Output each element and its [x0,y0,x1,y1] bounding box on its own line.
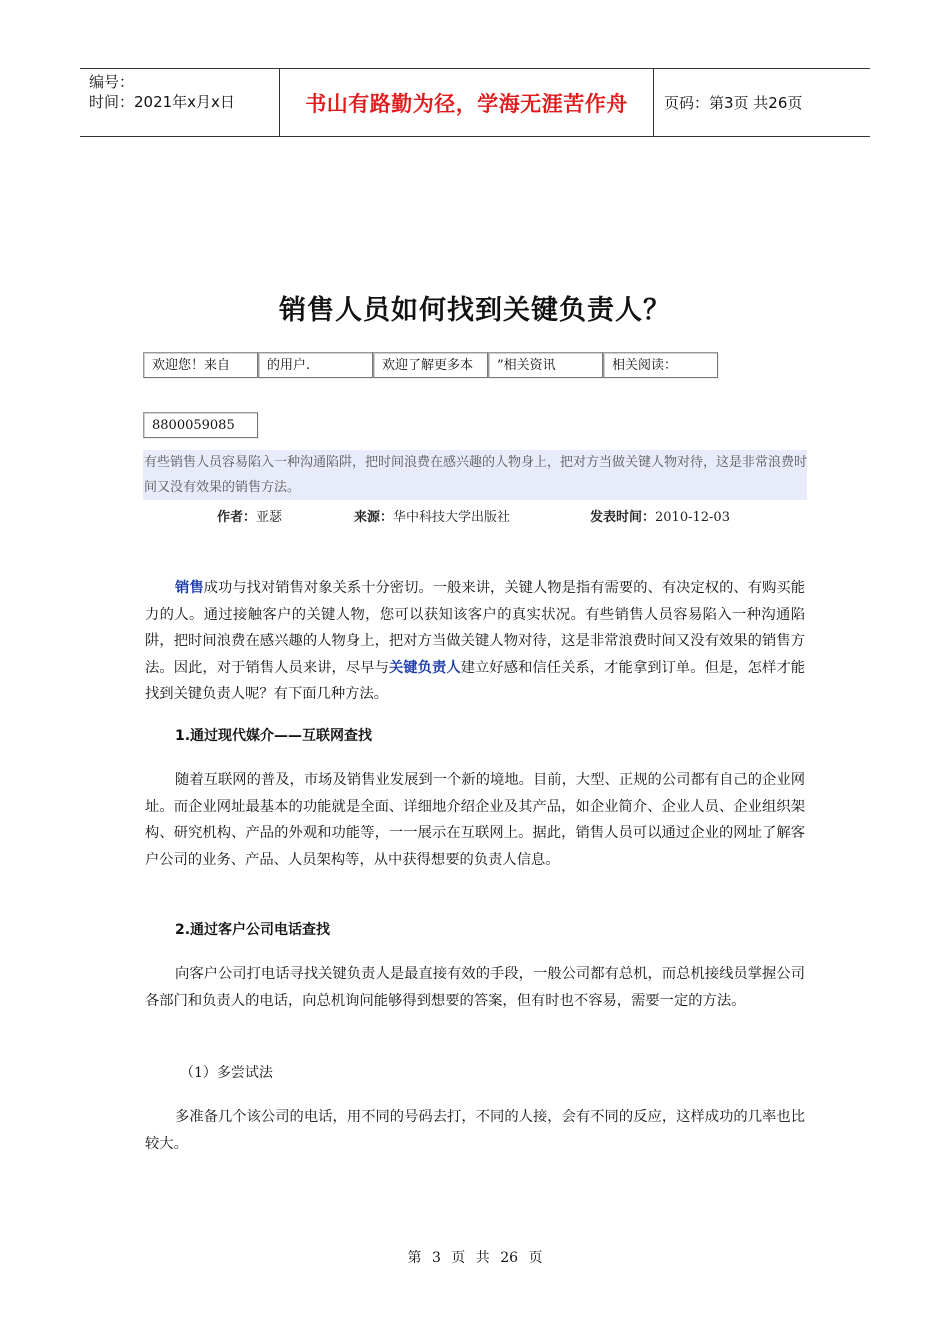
page-title: 销售人员如何找到关键负责人？ [279,295,671,326]
id-field[interactable]: 8800059085 [143,412,258,438]
user-field[interactable]: 的用户. [258,352,373,378]
date-label: 发表时间： [590,510,656,525]
date-meta [590,506,730,525]
author-value: 亚瑟 [256,510,283,525]
section-heading-1: 1.通过现代媒介——互联网查找 [175,728,373,744]
header-left-cell [80,69,280,136]
source-meta [354,506,510,525]
author-meta [217,506,282,525]
intro-text-1: 成功与找对销售对象关系十分密切。一般来讲，关键人物是指有需要的、有决定权的、有购买能力的人。通过接触客户的关键人物，您可以获知该客户的真实状况。有些销售人员容易陷入一种沟通陷阱，把时间浪费在感兴趣的人物身上，把对方当做关键人物对待，这是非常浪费时间又没有效果的销售方法。因此，对于销售人员来讲，尽早与 [145,580,805,676]
sales-link[interactable]: 销售 [175,580,204,596]
related-news-field[interactable]: ”相关资讯 [488,352,603,378]
welcome-field[interactable]: 欢迎您！来自 [143,352,258,378]
paragraph-internet: 随着互联网的普及，市场及销售业发展到一个新的境地。目前，大型、正规的公司都有自己的企业网址。而企业网址最基本的功能就是全面、详细地介绍企业及其产品，如企业简介、企业人员、企业组织架构、研究机构、产品的外观和功能等，一一展示在互联网上。据此，销售人员可以通过企业的网址了解客户公司的业务、产品、人员架构等，从中获得想要的负责人信息。 [145,772,805,868]
subsection-heading-1: （1）多尝试法 [180,1065,273,1081]
page-info: 页码：第3页 共26页 [664,94,803,112]
page-footer: 第 3 页 共 26 页 [407,1250,543,1266]
article-summary: 有些销售人员容易陷入一种沟通陷阱，把时间浪费在感兴趣的人物身上，把对方当做关键人物对待，这是非常浪费时间又没有效果的销售方法。 [143,450,807,500]
document-header [80,68,870,137]
section-heading-2: 2.通过客户公司电话查找 [175,922,331,938]
learn-more-field[interactable]: 欢迎了解更多本 [373,352,488,378]
date-value: 2010-12-03 [655,510,730,525]
key-person-link[interactable]: 关键负责人 [388,659,461,676]
paragraph-intro [145,575,805,708]
motto: 书山有路勤为径，学海无涯苦作舟 [280,69,654,136]
paragraph-try-more: 多准备几个该公司的电话，用不同的号码去打，不同的人接，会有不同的反应，这样成功的几率也比较大。 [145,1109,805,1152]
related-reading-field[interactable]: 相关阅读： [603,352,718,378]
source-label: 来源： [354,510,394,525]
source-value: 华中科技大学出版社 [393,510,511,525]
number-label: 编号： [89,73,135,91]
paragraph-phone: 向客户公司打电话寻找关键负责人是最直接有效的手段，一般公司都有总机，而总机接线员掌握公司各部门和负责人的电话，向总机询问能够得到想要的答案，但有时也不容易，需要一定的方法。 [145,966,805,1009]
author-label: 作者： [217,510,257,525]
intro-text-2: 建立好感和信任关系，才能拿到订单。但是，怎样才能找到关键负责人呢？有下面几种方法。 [145,659,806,702]
date-label: 时间：2021年x月x日 [89,93,235,111]
